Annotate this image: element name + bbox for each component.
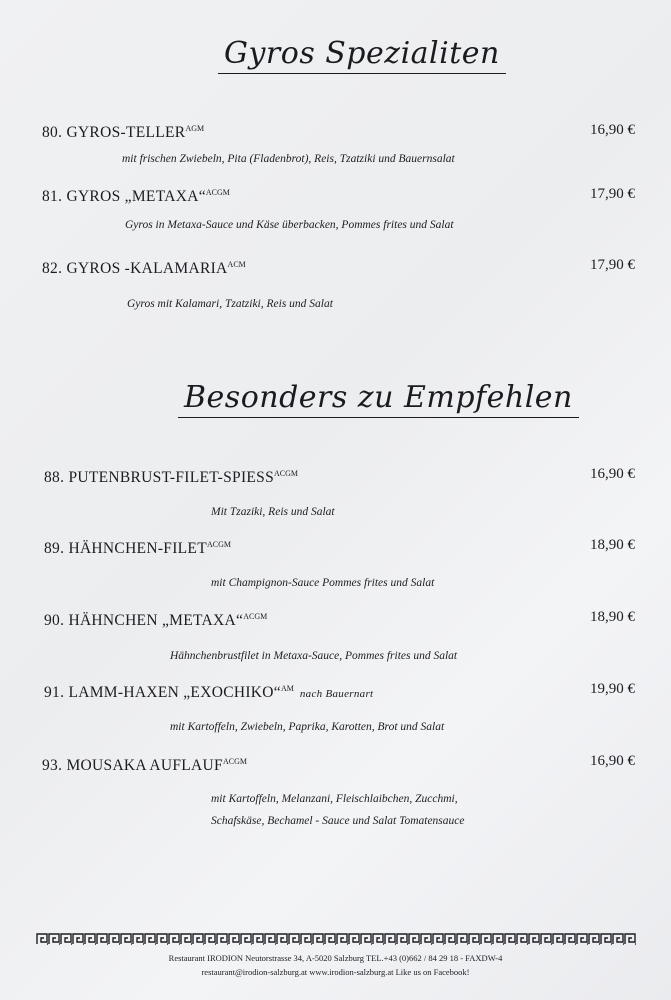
dish-price: 19,90 € — [590, 681, 635, 697]
dish-description: Schafskäse, Bechamel - Sauce und Salat Tomatensauce — [211, 815, 465, 827]
dish-note: nach Bauernart — [299, 688, 374, 701]
dish-description: Gyros mit Kalamari, Tzatziki, Reis und Salat — [127, 298, 333, 310]
dish-name: 81. GYROS „METAXA“$^{ACGM}$ — [42, 188, 230, 206]
dish-name: 82. GYROS $-KALAMARIA^{ACM}$ — [42, 260, 246, 278]
dish-description: Hähnchenbrustfilet in Metaxa-Sauce, Pommes frites und Salat — [170, 650, 458, 662]
footer-contact: restaurant@irodion-salzburg.at www.irodion-salzburg.at Like us on Facebook! — [201, 967, 470, 977]
dish-name: 93. MOUSAKA $AUFLAUF^{ACGM}$ — [42, 757, 247, 775]
dish-price: 16,90 € — [590, 466, 635, 482]
dish-description: mit frischen Zwiebeln, Pita (Fladenbrot), Reis, Tzatziki und Bauernsalat — [122, 153, 455, 165]
section-title-recommendations: Besonders zu Empfehlen — [178, 380, 579, 418]
dish-price: 16,90 € — [590, 753, 635, 769]
dish-price: 18,90 € — [590, 609, 635, 625]
dish-name: 90. HÄHNCHEN „METAXA“$^{ACGM}$ — [44, 612, 268, 630]
dish-description: mit Kartoffeln, Melanzani, Fleischlaibchen, Zucchmi, — [211, 793, 458, 805]
dish-price: 17,90 € — [590, 257, 635, 273]
dish-name: 91. LAMM-HAXEN „EXOCHIKO“$^{AM}$ nach Bauernart — [44, 684, 374, 702]
greek-key-border — [36, 933, 636, 945]
dish-description: Gyros in Metaxa-Sauce und Käse überbacken, Pommes frites und Salat — [125, 219, 454, 231]
footer-address: Restaurant IRODION Neutorstrasse 34, A-5020 Salzburg TEL.+43 (0)662 / 84 29 18 - FAXDW-4 — [168, 953, 503, 963]
dish-description: mit Champignon-Sauce Pommes frites und Salat — [211, 577, 435, 589]
dish-name: 89. HÄHNCHEN-$FILET^{ACGM}$ — [44, 540, 231, 558]
dish-price: 16,90 € — [590, 122, 635, 138]
dish-name: 80. GYROS-$TELLER^{AGM}$ — [42, 124, 205, 142]
dish-price: 18,90 € — [590, 537, 635, 553]
dish-description: mit Kartoffeln, Zwiebeln, Paprika, Karotten, Brot und Salat — [170, 721, 445, 733]
dish-description: Mit Tzaziki, Reis und Salat — [211, 506, 335, 518]
section-title-gyros: Gyros Spezialiten — [218, 36, 506, 74]
dish-price: 17,90 € — [590, 186, 635, 202]
dish-name: 88. PUTENBRUST-$FILET-SPIESS^{ACGM}$ — [44, 469, 299, 487]
